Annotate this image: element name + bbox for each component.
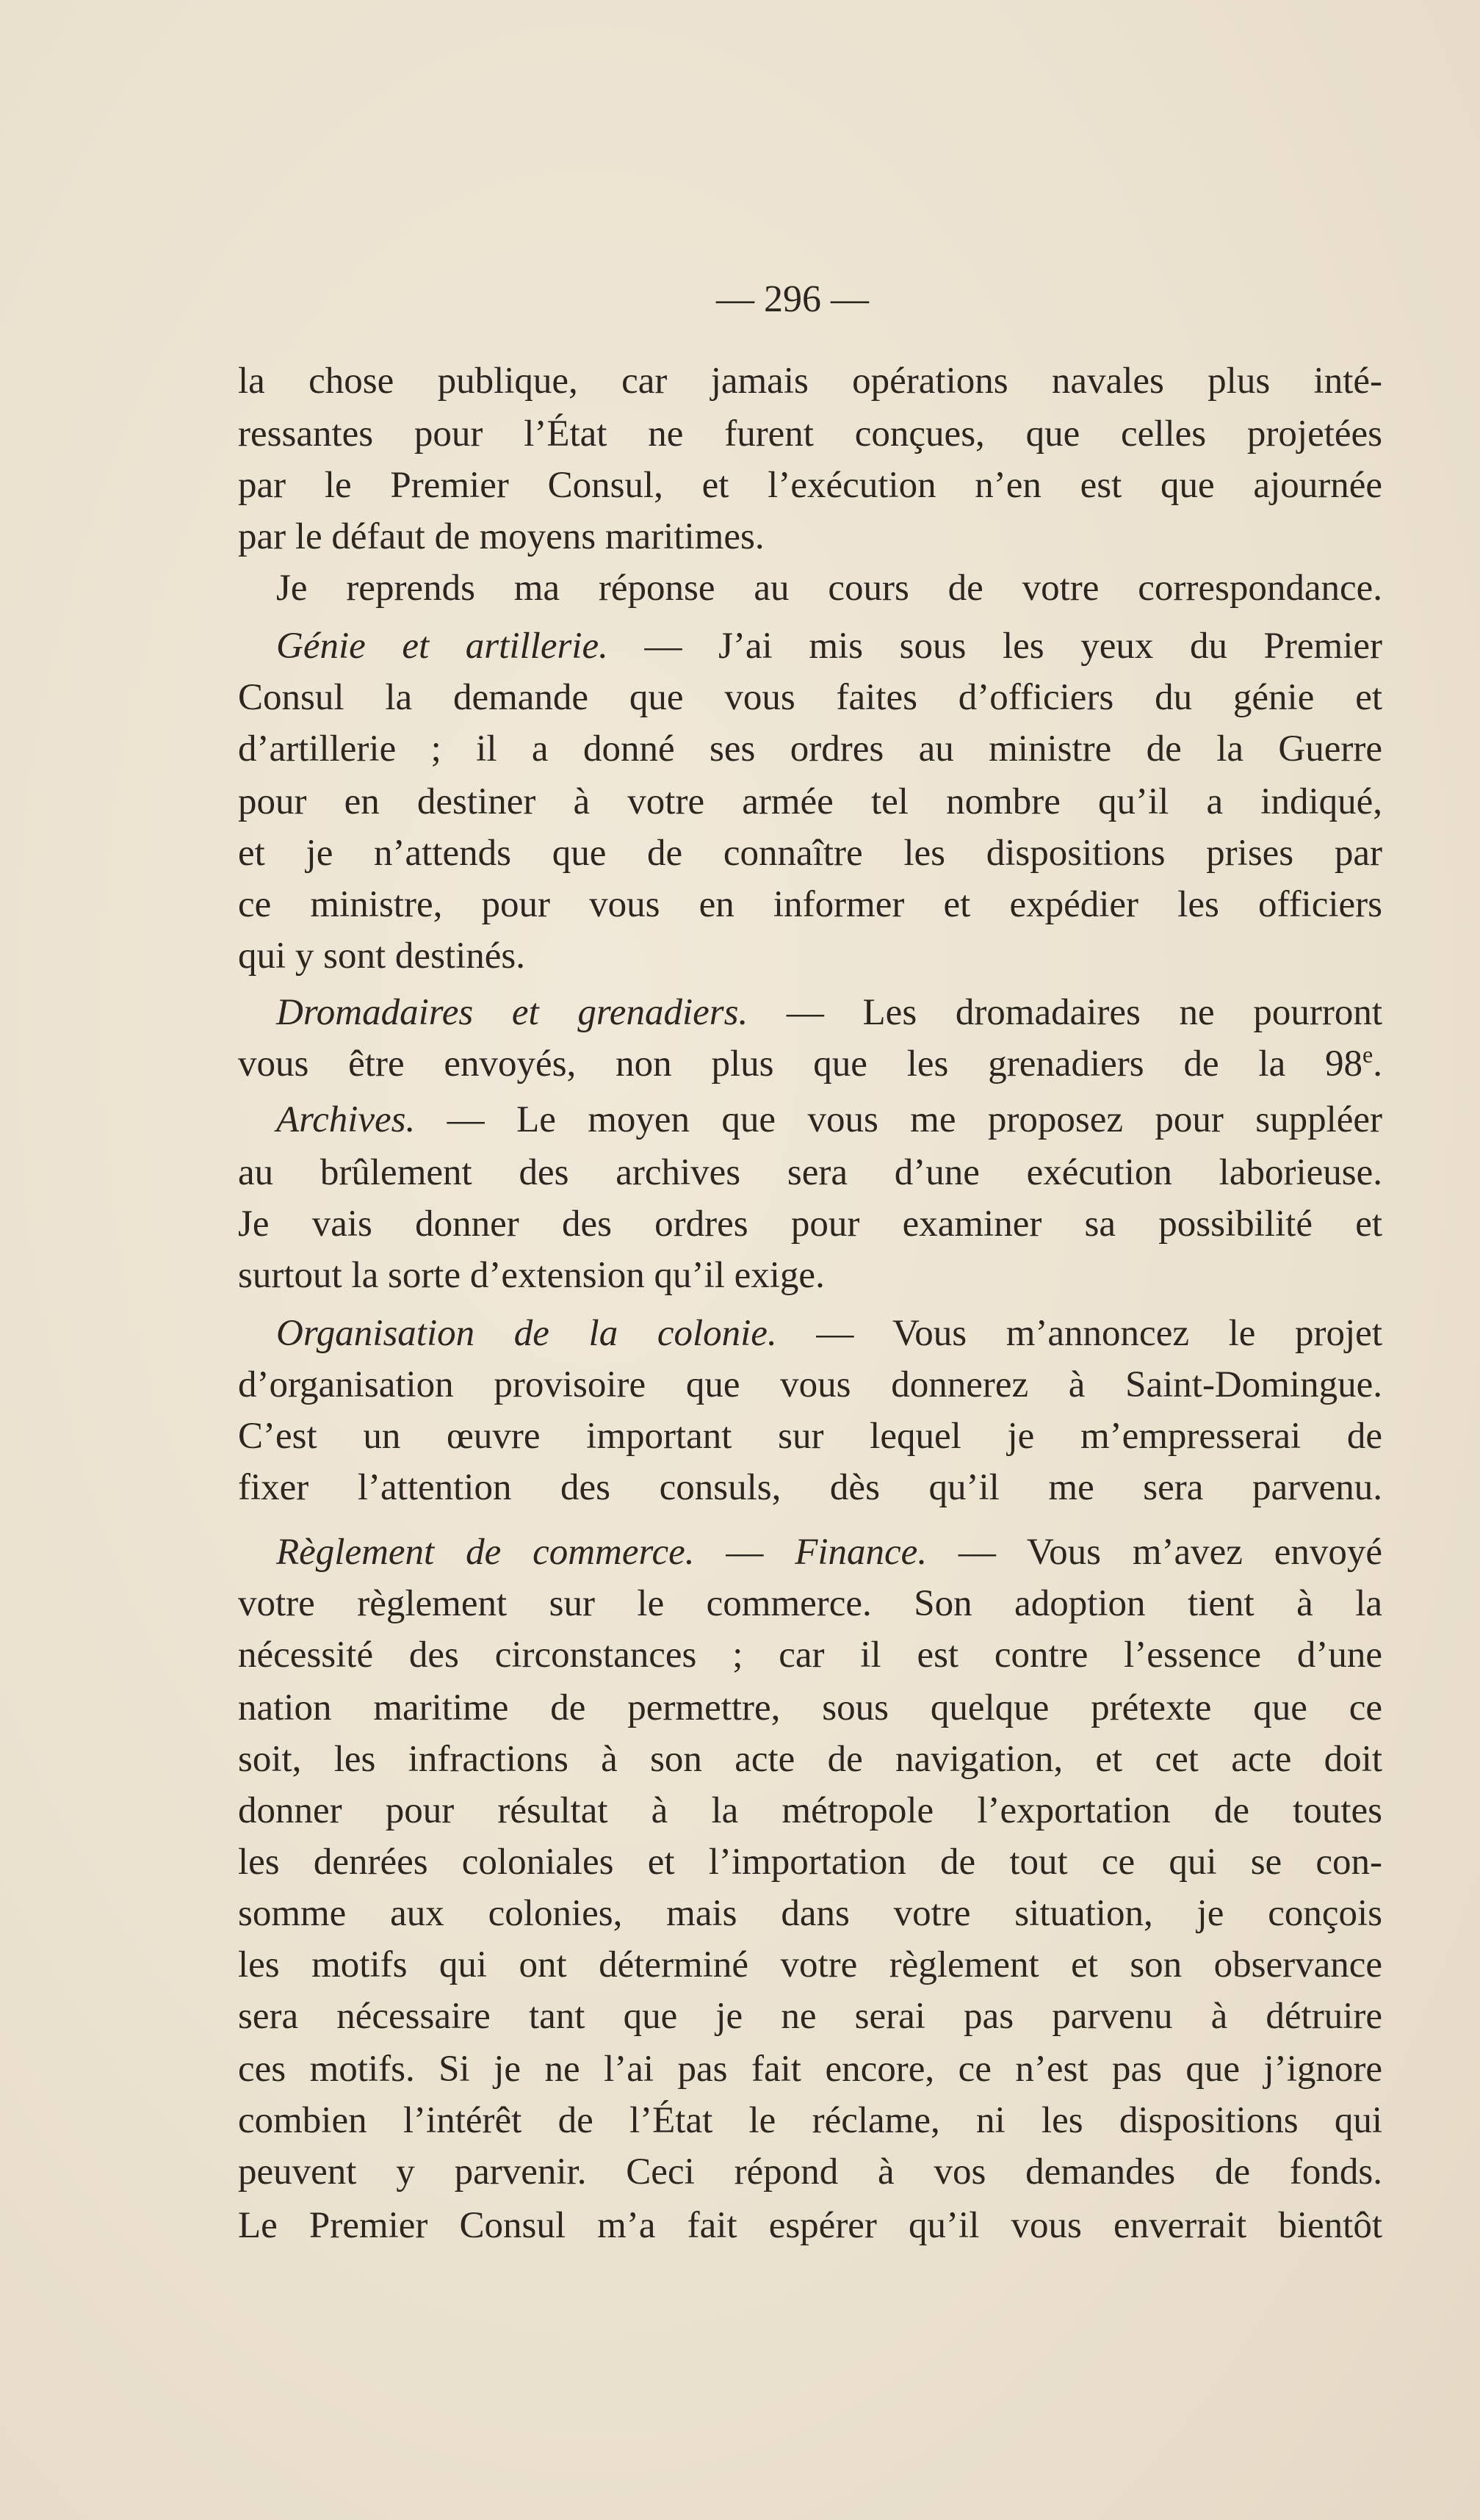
- text-run: — Le moyen que vous me proposez pour suppléer: [415, 1099, 1382, 1141]
- text-run: combien l’intérêt de l’État le réclame, ni les dispositions qui: [238, 2100, 1382, 2142]
- text-line: [238, 1994, 1382, 2038]
- text-line: [276, 624, 1382, 668]
- text-run: au brûlement des archives sera d’une exécution laborieuse.: [238, 1152, 1382, 1194]
- text-line: [238, 1737, 1382, 1781]
- text-run: nation maritime de permettre, sous quelque prétexte que ce: [238, 1687, 1382, 1729]
- text-line: [238, 1253, 1382, 1297]
- superscript: e: [1362, 1040, 1373, 1068]
- text-line: [238, 1414, 1382, 1458]
- text-run: d’organisation provisoire que vous donnerez à Saint-Domingue.: [238, 1364, 1382, 1406]
- text-run: votre règlement sur le commerce. Son adoption tient à la: [238, 1582, 1382, 1624]
- text-line: [238, 515, 1382, 559]
- text-run: la chose publique, car jamais opérations navales plus inté-: [238, 360, 1382, 402]
- text-line: [238, 1582, 1382, 1626]
- text-run: Consul la demande que vous faites d’officiers du génie et: [238, 676, 1382, 718]
- text-run: — J’ai mis sous les yeux du Premier: [607, 625, 1382, 667]
- text-line: [276, 566, 1382, 610]
- text-line: [238, 883, 1382, 927]
- text-line: [276, 991, 1382, 1035]
- text-run: ressantes pour l’État ne furent conçues, que celles projetées: [238, 413, 1382, 455]
- text-line: [238, 2204, 1382, 2248]
- text-run: surtout la sorte d’extension qu’il exige.: [238, 1255, 825, 1297]
- text-run: — Vous m’annoncez le projet: [776, 1313, 1382, 1355]
- text-run: somme aux colonies, mais dans votre situation, je conçois: [238, 1893, 1382, 1935]
- text-run: nécessité des circonstances ; car il est contre l’essence d’une: [238, 1634, 1382, 1676]
- text-line: [238, 1363, 1382, 1407]
- section-heading-italic: Règlement de commerce.: [276, 1531, 695, 1573]
- text-run: les motifs qui ont déterminé votre règlement et son observance: [238, 1944, 1382, 1986]
- text-run: —: [694, 1531, 795, 1573]
- section-heading-italic: Finance.: [795, 1531, 928, 1573]
- section-heading-italic: Organisation de la colonie.: [276, 1313, 777, 1355]
- section-heading-italic: Archives.: [276, 1099, 416, 1141]
- text-run: les denrées coloniales et l’importation de tout ce qui se con-: [238, 1842, 1382, 1883]
- text-line: [238, 831, 1382, 875]
- text-run: vous être envoyés, non plus que les grenadiers de la 98: [238, 1043, 1363, 1085]
- text-line: [238, 463, 1382, 507]
- text-line: [238, 1789, 1382, 1833]
- text-run: et je n’attends que de connaître les dispositions prises par: [238, 833, 1382, 875]
- text-run: par le Premier Consul, et l’exécution n’en est que ajournée: [238, 464, 1382, 506]
- text-run: Je vais donner des ordres pour examiner sa possibilité et: [238, 1203, 1382, 1245]
- text-line: [238, 1042, 1382, 1086]
- text-line: [238, 1943, 1382, 1987]
- text-line: [276, 1530, 1382, 1574]
- text-run: pour en destiner à votre armée tel nombre qu’il a indiqué,: [238, 781, 1382, 822]
- text-line: [238, 2099, 1382, 2143]
- text-line: [276, 1098, 1382, 1142]
- text-run: qui y sont destinés.: [238, 935, 525, 977]
- text-line: [276, 1311, 1382, 1355]
- text-run: donner pour résultat à la métropole l’exportation de toutes: [238, 1790, 1382, 1832]
- text-line: [238, 359, 1382, 403]
- text-run: .: [1373, 1043, 1382, 1085]
- text-run: ces motifs. Si je ne l’ai pas fait encore, ce n’est pas que j’ignore: [238, 2049, 1382, 2090]
- text-line: [238, 1466, 1382, 1510]
- text-run: C’est un œuvre important sur lequel je m’empresserai de: [238, 1416, 1382, 1458]
- page-number: — 296 —: [716, 278, 869, 320]
- text-line: [238, 2047, 1382, 2091]
- text-line: [238, 1202, 1382, 1246]
- text-run: par le défaut de moyens maritimes.: [238, 515, 765, 557]
- text-run: fixer l’attention des consuls, dès qu’il me sera parvenu.: [238, 1467, 1382, 1509]
- text-line: [238, 1686, 1382, 1730]
- text-run: peuvent y parvenir. Ceci répond à vos demandes de fonds.: [238, 2151, 1382, 2193]
- text-run: ce ministre, pour vous en informer et expédier les officiers: [238, 884, 1382, 926]
- text-line: [238, 934, 1382, 978]
- text-line: [238, 412, 1382, 456]
- text-run: d’artillerie ; il a donné ses ordres au ministre de la Guerre: [238, 728, 1382, 770]
- text-line: [238, 2150, 1382, 2194]
- section-heading-italic: Dromadaires et grenadiers.: [276, 991, 748, 1033]
- text-line: [238, 727, 1382, 771]
- text-run: sera nécessaire tant que je ne serai pas parvenu à détruire: [238, 1996, 1382, 2038]
- text-run: Le Premier Consul m’a fait espérer qu’il vous enverrait bientôt: [238, 2204, 1382, 2246]
- text-line: [238, 676, 1382, 720]
- section-heading-italic: Génie et artillerie.: [276, 625, 608, 667]
- text-run: — Vous m’avez envoyé: [927, 1531, 1383, 1573]
- text-run: Je reprends ma réponse au cours de votre correspondance.: [276, 567, 1382, 609]
- text-run: — Les dromadaires ne pourront: [748, 991, 1382, 1033]
- text-line: [238, 780, 1382, 824]
- text-line: [238, 1840, 1382, 1884]
- text-run: soit, les infractions à son acte de navigation, et cet acte doit: [238, 1739, 1382, 1781]
- text-line: [238, 1151, 1382, 1195]
- text-line: [238, 1633, 1382, 1677]
- text-line: [238, 1891, 1382, 1936]
